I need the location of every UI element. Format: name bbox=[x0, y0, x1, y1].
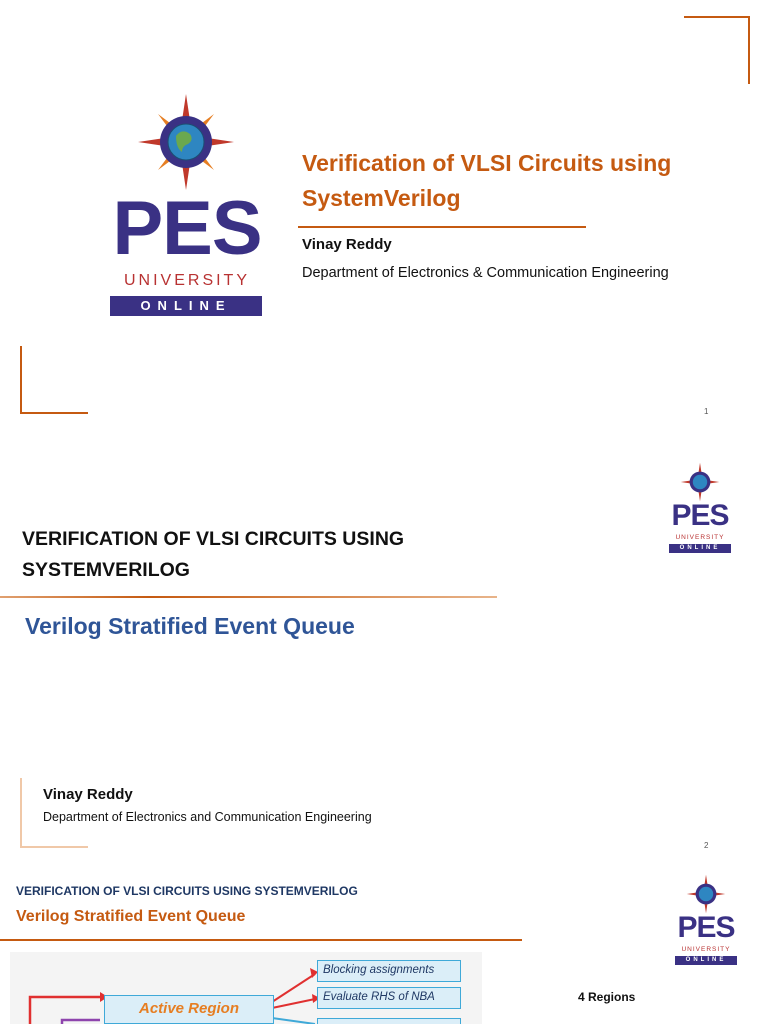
topic-title: Verilog Stratified Event Queue bbox=[16, 908, 246, 925]
corner-bracket-top-right bbox=[684, 16, 750, 84]
compass-globe-icon bbox=[686, 874, 726, 914]
compass-globe-icon bbox=[680, 462, 720, 502]
logo-online: ONLINE bbox=[110, 296, 262, 316]
logo-online: ONLINE bbox=[675, 956, 737, 965]
logo-brand: PES bbox=[671, 499, 729, 532]
slide-3 bbox=[0, 868, 768, 1024]
course-title: VERIFICATION OF VLSI CIRCUITS USING SYSTEMVERILOG bbox=[22, 528, 405, 581]
topic-title: Verilog Stratified Event Queue bbox=[25, 613, 355, 639]
topic-divider bbox=[0, 939, 522, 941]
page-number: 1 bbox=[704, 407, 709, 416]
next-box-partial bbox=[317, 1018, 461, 1024]
course-title: VERIFICATION OF VLSI CIRCUITS USING SYSTEMVERILOG bbox=[16, 884, 358, 898]
active-region-box: Active Region bbox=[104, 995, 274, 1024]
slide-2 bbox=[0, 440, 768, 860]
title-underline bbox=[298, 226, 586, 228]
pes-logo bbox=[108, 92, 266, 322]
slide-1 bbox=[0, 0, 768, 430]
event-queue-diagram bbox=[10, 952, 482, 1024]
logo-university: UNIVERSITY bbox=[675, 534, 725, 541]
blocking-assignments-box: Blocking assignments bbox=[317, 960, 461, 982]
compass-globe-icon bbox=[136, 92, 236, 192]
logo-university: UNIVERSITY bbox=[123, 272, 250, 289]
presenter-name: Vinay Reddy bbox=[43, 786, 133, 803]
logo-university: UNIVERSITY bbox=[681, 946, 731, 953]
logo-brand: PES bbox=[677, 911, 735, 944]
course-title-divider bbox=[0, 596, 497, 598]
logo-online: ONLINE bbox=[669, 544, 731, 553]
pes-logo-small bbox=[674, 874, 738, 964]
presentation-title: Verification of VLSI Circuits using SystemVerilog bbox=[302, 150, 672, 211]
logo-brand: PES bbox=[112, 186, 262, 271]
evaluate-rhs-box: Evaluate RHS of NBA bbox=[317, 987, 461, 1009]
regions-note: 4 Regions bbox=[578, 990, 636, 1004]
pes-logo-small bbox=[668, 462, 732, 552]
department: Department of Electronics and Communication Engineering bbox=[43, 810, 372, 824]
page-number: 2 bbox=[704, 841, 709, 850]
presenter-name: Vinay Reddy bbox=[302, 236, 392, 253]
department: Department of Electronics & Communication Engineering bbox=[302, 265, 669, 281]
corner-bracket-bottom-left bbox=[20, 346, 88, 414]
